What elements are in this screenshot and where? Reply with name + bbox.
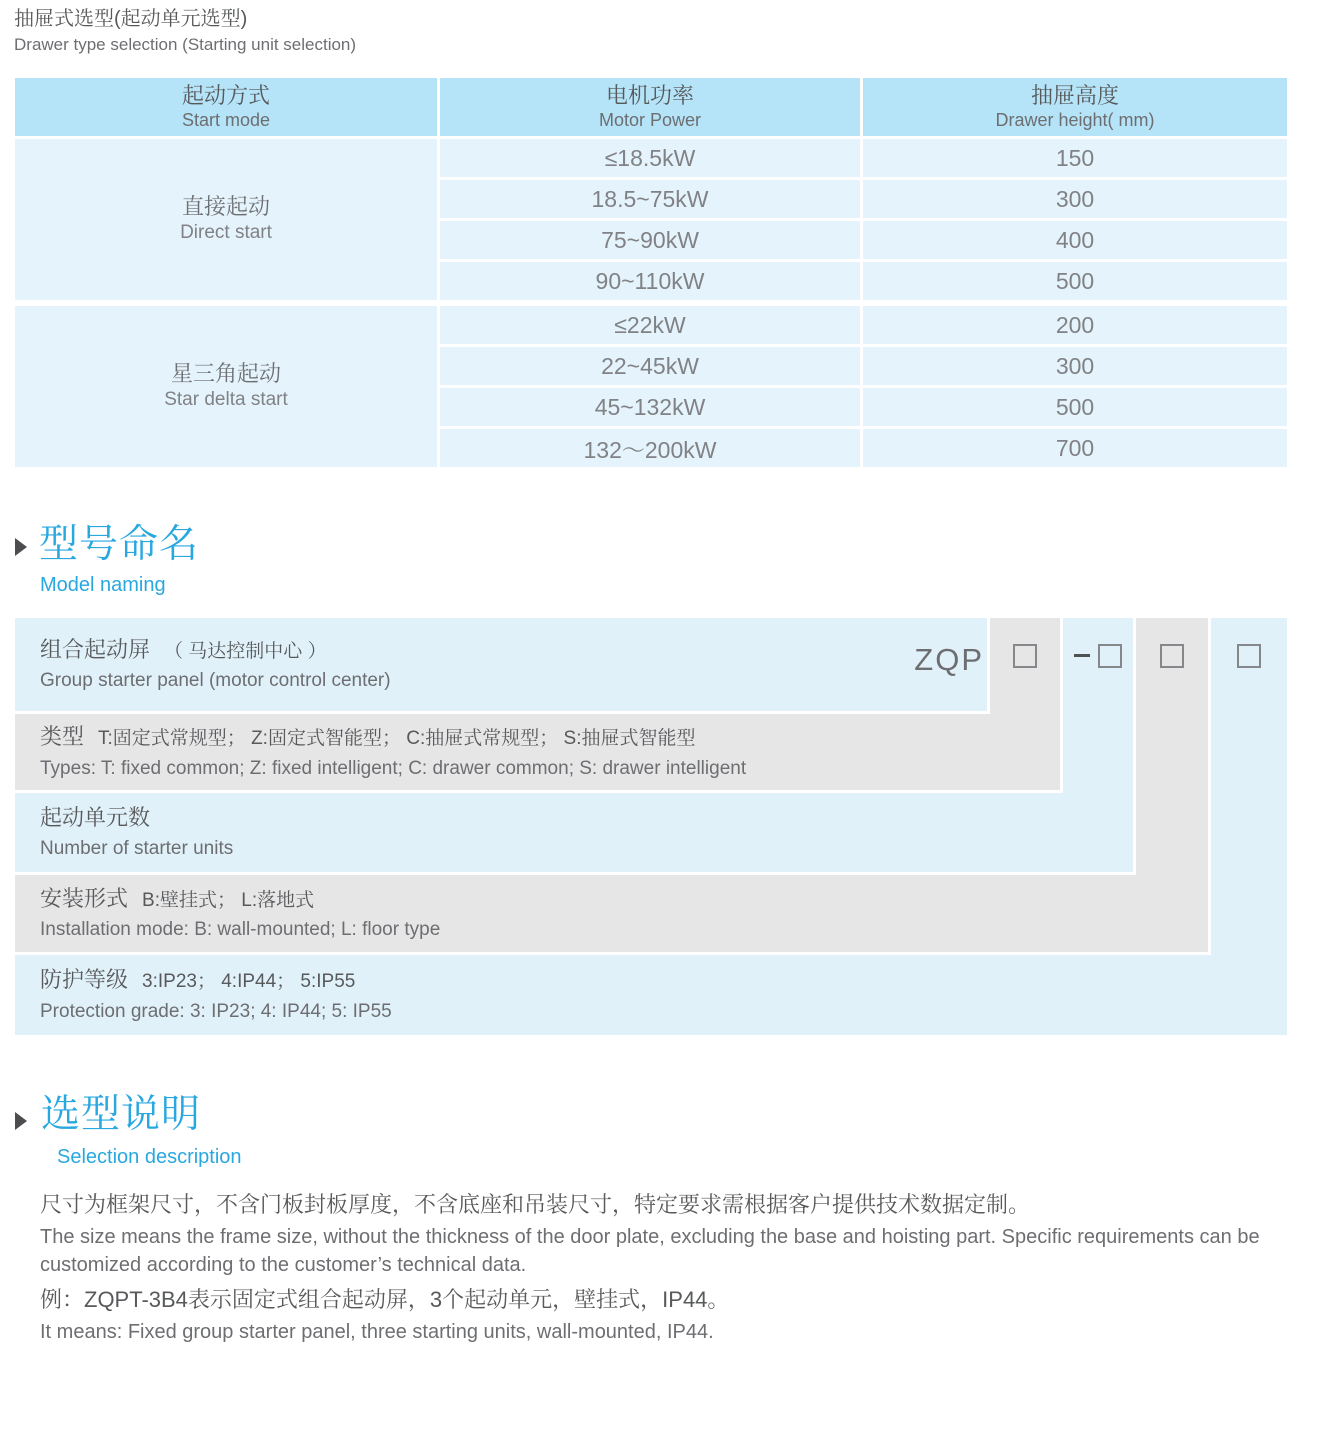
diagram-row-group-starter-panel xyxy=(15,618,987,711)
model-code-box-installation xyxy=(1160,644,1184,668)
section-model-naming-header xyxy=(15,524,415,604)
power-cell: 90~110kW xyxy=(440,262,860,300)
mode-en: Star delta start xyxy=(164,389,288,411)
power-cell: 132～200kW xyxy=(440,429,860,467)
height-cell: 300 xyxy=(863,180,1287,218)
row-zh xyxy=(40,885,1208,913)
power-cell: ≤18.5kW xyxy=(440,139,860,177)
section-selection-description-header xyxy=(15,1094,515,1184)
row-zh xyxy=(40,636,987,664)
header-zh: 电机功率 xyxy=(605,82,694,108)
power-cell: 22~45kW xyxy=(440,347,860,385)
row-detail-zh: T:固定式常规型； Z:固定式智能型； C:抽屉式常规型； S:抽屉式智能型 xyxy=(98,728,696,750)
row-en: Number of starter units xyxy=(40,838,234,860)
page-title xyxy=(14,6,356,57)
row-label-zh: 类型 xyxy=(40,724,85,750)
row-label-zh: 防护等级 xyxy=(40,967,129,993)
drawer-selection-table xyxy=(15,78,1287,467)
mode-zh: 星三角起动 xyxy=(170,360,281,386)
row-en: Installation mode: B: wall-mounted; L: floor type xyxy=(40,919,441,941)
header-en: Motor Power xyxy=(598,109,702,130)
height-cell: 400 xyxy=(863,221,1287,259)
header-en: Start mode xyxy=(181,109,271,130)
mode-cell-direct-start xyxy=(15,139,437,300)
desc-example-en: It means: Fixed group starter panel, three starting units, wall-mounted, IP44. xyxy=(40,1320,714,1343)
diagram-row-installation-mode xyxy=(15,875,1208,952)
height-cell: 500 xyxy=(863,262,1287,300)
row-label-zh: 组合起动屏 xyxy=(40,636,151,662)
table-header-motor-power xyxy=(440,78,860,136)
section-title-en: Selection description xyxy=(57,1145,242,1168)
table-header-start-mode xyxy=(15,78,437,136)
model-code-box-type xyxy=(1013,644,1037,668)
desc-paragraph-en: The size means the frame size, without the thickness of the door plate, excluding the base and hoisting part. Specific requirements can be customized according to the customer’s technical data. xyxy=(40,1225,1260,1276)
page-title-zh: 抽屉式选型(起动单元选型) xyxy=(14,8,248,30)
model-code-box-units xyxy=(1098,644,1122,668)
header-zh: 抽屉高度 xyxy=(1030,82,1119,108)
section-title-en: Model naming xyxy=(40,573,166,596)
power-cell: 45~132kW xyxy=(440,388,860,426)
height-cell: 700 xyxy=(863,429,1287,467)
model-code-prefix: ZQP xyxy=(914,642,984,677)
power-cell: ≤22kW xyxy=(440,306,860,344)
row-en: Group starter panel (motor control center) xyxy=(40,670,391,692)
header-zh: 起动方式 xyxy=(181,82,270,108)
power-cell: 75~90kW xyxy=(440,221,860,259)
height-cell: 200 xyxy=(863,306,1287,344)
triangle-bullet-icon xyxy=(15,538,27,556)
model-code-box-protection xyxy=(1237,644,1261,668)
section-title-zh: 选型说明 xyxy=(41,1093,202,1136)
row-zh xyxy=(40,804,1133,832)
row-label-zh: 安装形式 xyxy=(40,885,129,911)
height-cell: 150 xyxy=(863,139,1287,177)
desc-example-zh: 例：ZQPT-3B4表示固定式组合起动屏，3个起动单元，壁挂式，IP44。 xyxy=(40,1286,730,1312)
mode-en: Direct start xyxy=(180,222,272,244)
table-header-row xyxy=(15,78,1287,136)
power-cell: 18.5~75kW xyxy=(440,180,860,218)
row-en: Protection grade: 3: IP23; 4: IP44; 5: IP55 xyxy=(40,1000,392,1022)
table-group-direct-start xyxy=(15,139,1287,300)
page-title-en: Drawer type selection (Starting unit selection) xyxy=(14,35,357,54)
section-title-zh: 型号命名 xyxy=(39,523,200,566)
diagram-row-types xyxy=(15,714,1060,790)
triangle-bullet-icon xyxy=(15,1112,27,1130)
row-detail-zh: （ 马达控制中心 ） xyxy=(164,640,327,662)
diagram-row-protection-grade xyxy=(15,955,1287,1035)
desc-paragraph-zh: 尺寸为框架尺寸，不含门板封板厚度，不含底座和吊装尺寸，特定要求需根据客户提供技术数据定制。 xyxy=(40,1192,1031,1217)
row-detail-zh: 3:IP23； 4:IP44； 5:IP55 xyxy=(142,971,356,993)
mode-cell-star-delta xyxy=(15,306,437,467)
selection-description-body xyxy=(40,1190,1294,1352)
row-detail-zh: B:壁挂式； L:落地式 xyxy=(142,889,315,911)
table-group-star-delta-start xyxy=(15,306,1287,467)
row-en: Types: T: fixed common; Z: fixed intelligent; C: drawer common; S: drawer intelligent xyxy=(40,757,747,779)
height-cell: 300 xyxy=(863,347,1287,385)
row-zh xyxy=(40,723,1060,751)
row-label-zh: 起动单元数 xyxy=(40,804,151,830)
diagram-row-starter-units xyxy=(15,793,1133,872)
row-zh xyxy=(40,966,1287,994)
table-header-drawer-height xyxy=(863,78,1287,136)
dash-icon xyxy=(1074,654,1090,657)
header-en: Drawer height( mm) xyxy=(995,109,1155,130)
height-cell: 500 xyxy=(863,388,1287,426)
mode-zh: 直接起动 xyxy=(181,193,270,219)
